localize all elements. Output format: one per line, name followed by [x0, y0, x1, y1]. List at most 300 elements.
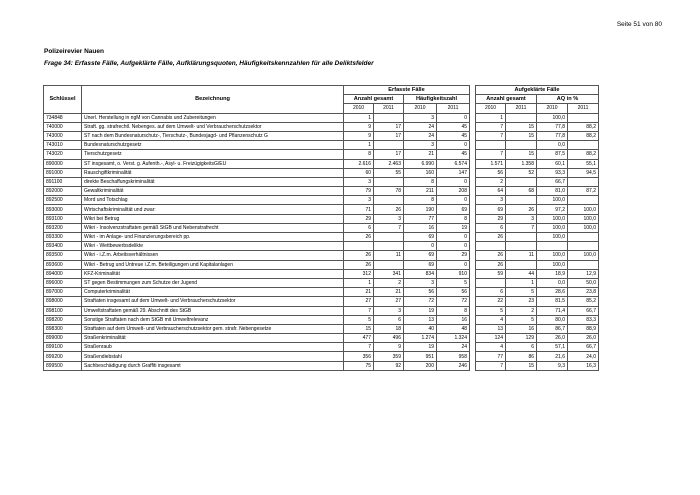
cell-aq-2010: 57,1: [537, 343, 568, 352]
cell-erfasst-2010: 27: [344, 297, 374, 306]
table-row: [44, 334, 599, 343]
cell-description: ST gegen Bestimmungen zum Schutze der Jugend: [82, 278, 344, 287]
table-row: [44, 352, 599, 361]
cell-description: Wikri - im Anlage- und Finanzierungsbereich pp.: [82, 233, 344, 242]
cell-aq-2010: 100,0: [537, 113, 568, 122]
header-key-label: Schlüssel: [44, 95, 82, 104]
cell-aufgeklaert-2011: 3: [506, 214, 537, 223]
cell-aufgeklaert-2010: 13: [476, 324, 506, 333]
cell-aufgeklaert-2010: [476, 242, 506, 251]
cell-key: 894000: [44, 269, 82, 278]
cell-key: 890000: [44, 159, 82, 168]
cell-aufgeklaert-2011: 16: [506, 324, 537, 333]
cell-description: Tierschutzgesetz: [82, 150, 344, 159]
cell-aufgeklaert-2011: [506, 196, 537, 205]
cell-erfasst-2011: 2: [374, 278, 404, 287]
cell-aufgeklaert-2011: [506, 242, 537, 251]
cell-aq-2010: 66,7: [537, 177, 568, 186]
cell-aq-2010: 100,0: [537, 214, 568, 223]
cell-aq-2011: [568, 196, 599, 205]
cell-erfasst-2011: [374, 113, 404, 122]
cell-hz-2011: 910: [437, 269, 470, 278]
cell-key: 893200: [44, 223, 82, 232]
cell-erfasst-2010: [344, 242, 374, 251]
table-row: [44, 223, 599, 232]
year-2011: 2011: [437, 104, 470, 113]
table-row: [44, 251, 599, 260]
cell-aq-2010: 100,0: [537, 251, 568, 260]
cell-key: 893600: [44, 260, 82, 269]
cell-aq-2011: [568, 113, 599, 122]
cell-hz-2011: 19: [437, 223, 470, 232]
cell-aq-2011: 88,2: [568, 131, 599, 140]
cell-description: Rauschgiftkriminalität: [82, 168, 344, 177]
cell-hz-2011: 958: [437, 352, 470, 361]
cell-hz-2010: 0: [404, 242, 437, 251]
cell-aq-2010: 100,0: [537, 196, 568, 205]
cell-aufgeklaert-2011: 15: [506, 122, 537, 131]
header-erfasste: Erfasste Fälle: [344, 86, 470, 95]
cell-erfasst-2011: 17: [374, 122, 404, 131]
cell-erfasst-2011: [374, 177, 404, 186]
cell-key: 892500: [44, 196, 82, 205]
cell-key: 899500: [44, 361, 82, 370]
cell-hz-2010: 6.990: [404, 159, 437, 168]
cell-aufgeklaert-2010: 5: [476, 306, 506, 315]
cell-aq-2010: 97,2: [537, 205, 568, 214]
cell-aufgeklaert-2010: 6: [476, 223, 506, 232]
cell-aq-2010: 86,7: [537, 324, 568, 333]
cell-erfasst-2011: 17: [374, 131, 404, 140]
cell-hz-2011: 8: [437, 306, 470, 315]
table-row: [44, 205, 599, 214]
cell-aq-2011: 88,2: [568, 122, 599, 131]
cell-hz-2010: 8: [404, 196, 437, 205]
cell-hz-2010: 13: [404, 315, 437, 324]
cell-erfasst-2010: 26: [344, 251, 374, 260]
cell-aq-2010: 80,0: [537, 315, 568, 324]
cell-key: 899100: [44, 343, 82, 352]
cell-hz-2010: 951: [404, 352, 437, 361]
cell-hz-2011: 0: [437, 196, 470, 205]
table-row: [44, 141, 599, 150]
header-row-sub: [44, 95, 599, 104]
organization-title: Polizeirevier Nauen: [44, 48, 104, 55]
statistics-table: [43, 85, 599, 371]
cell-erfasst-2010: 1: [344, 113, 374, 122]
cell-key: 899200: [44, 352, 82, 361]
year-2010: 2010: [344, 104, 374, 113]
cell-hz-2010: 16: [404, 223, 437, 232]
cell-aq-2011: 83,3: [568, 315, 599, 324]
cell-aq-2011: 87,2: [568, 187, 599, 196]
cell-hz-2010: 72: [404, 297, 437, 306]
cell-aufgeklaert-2011: 2: [506, 306, 537, 315]
cell-aufgeklaert-2011: 44: [506, 269, 537, 278]
header-key: [44, 86, 82, 95]
table-row: [44, 361, 599, 370]
cell-erfasst-2011: 21: [374, 288, 404, 297]
cell-hz-2010: 40: [404, 324, 437, 333]
cell-aufgeklaert-2010: 59: [476, 269, 506, 278]
cell-aq-2011: 66,7: [568, 343, 599, 352]
cell-description: Bundesnaturschutzgesetz: [82, 141, 344, 150]
cell-aufgeklaert-2010: [476, 278, 506, 287]
cell-hz-2010: 21: [404, 150, 437, 159]
cell-aufgeklaert-2010: 124: [476, 334, 506, 343]
cell-aufgeklaert-2011: 6: [506, 343, 537, 352]
cell-erfasst-2010: 7: [344, 343, 374, 352]
cell-aufgeklaert-2010: [476, 141, 506, 150]
cell-hz-2010: 24: [404, 122, 437, 131]
cell-erfasst-2011: 18: [374, 324, 404, 333]
cell-aufgeklaert-2011: 129: [506, 334, 537, 343]
question-title: Frage 34: Erfasste Fälle, Aufgeklärte Fälle, Aufklärungsquoten, Häufigkeitskennzahlen für alle Deliktsfelder: [44, 60, 374, 67]
cell-description: Wikri - Betrug und Untreue i.Z.m. Beteiligungen und Kapitalanlagen: [82, 260, 344, 269]
cell-aufgeklaert-2011: 23: [506, 297, 537, 306]
cell-aq-2010: 81,5: [537, 297, 568, 306]
cell-description: KFZ-Kriminalität: [82, 269, 344, 278]
cell-key: 891100: [44, 177, 82, 186]
cell-erfasst-2010: 79: [344, 187, 374, 196]
cell-key: 896000: [44, 278, 82, 287]
cell-aq-2010: 0,0: [537, 278, 568, 287]
cell-hz-2010: 56: [404, 288, 437, 297]
cell-erfasst-2010: 15: [344, 324, 374, 333]
cell-aufgeklaert-2010: 64: [476, 187, 506, 196]
table-body: [44, 113, 599, 370]
cell-hz-2010: 19: [404, 306, 437, 315]
cell-aufgeklaert-2010: 7: [476, 131, 506, 140]
cell-description: direkte Beschaffungskriminalität: [82, 177, 344, 186]
cell-aq-2010: 18,9: [537, 269, 568, 278]
cell-aq-2010: 60,1: [537, 159, 568, 168]
cell-hz-2011: 1.324: [437, 334, 470, 343]
cell-hz-2010: 211: [404, 187, 437, 196]
cell-hz-2011: 208: [437, 187, 470, 196]
cell-aufgeklaert-2011: 52: [506, 168, 537, 177]
cell-erfasst-2010: 6: [344, 223, 374, 232]
cell-aufgeklaert-2010: 26: [476, 260, 506, 269]
cell-erfasst-2010: 3: [344, 196, 374, 205]
cell-erfasst-2011: [374, 242, 404, 251]
cell-aq-2010: 28,6: [537, 288, 568, 297]
cell-description: Straftaten insgesamt auf dem Umwelt- und Verbraucherschutzsektor: [82, 297, 344, 306]
cell-erfasst-2011: 55: [374, 168, 404, 177]
cell-erfasst-2010: 26: [344, 233, 374, 242]
cell-aq-2011: 55,1: [568, 159, 599, 168]
cell-hz-2011: 0: [437, 113, 470, 122]
cell-description: Straßenkriminalität: [82, 334, 344, 343]
cell-aufgeklaert-2010: 2: [476, 177, 506, 186]
header-haeufigkeitszahl: Häufigkeitszahl: [404, 95, 470, 104]
table-row: [44, 168, 599, 177]
cell-erfasst-2011: 26: [374, 205, 404, 214]
header-description: [82, 86, 344, 95]
cell-hz-2010: 160: [404, 168, 437, 177]
cell-hz-2010: 834: [404, 269, 437, 278]
cell-description: Mord und Totschlag: [82, 196, 344, 205]
cell-erfasst-2011: 92: [374, 361, 404, 370]
year-2010: 2010: [476, 104, 506, 113]
cell-aufgeklaert-2011: 68: [506, 187, 537, 196]
cell-aufgeklaert-2011: 15: [506, 131, 537, 140]
cell-hz-2011: 69: [437, 205, 470, 214]
cell-hz-2011: 0: [437, 141, 470, 150]
cell-erfasst-2011: 9: [374, 343, 404, 352]
cell-hz-2010: 3: [404, 278, 437, 287]
header-aq: AQ in %: [537, 95, 599, 104]
cell-aufgeklaert-2011: 26: [506, 205, 537, 214]
cell-erfasst-2011: 3: [374, 214, 404, 223]
cell-description: Wirtschaftskriminalität und zwar:: [82, 205, 344, 214]
cell-description: Straßendiebstahl: [82, 352, 344, 361]
cell-aufgeklaert-2010: 4: [476, 315, 506, 324]
cell-description: Sonstige Straftaten nach dem StGB mit Umweltrelevanz: [82, 315, 344, 324]
cell-key: 893300: [44, 233, 82, 242]
cell-description: ST nach dem Bundesnaturschutz-, Tierschutz-, Bundesjagd- und Pflanzenschutz G: [82, 131, 344, 140]
cell-description: Straftaten auf dem Umwelt- und Verbraucherschutzsektor gem. strafr. Nebengesetze: [82, 324, 344, 333]
table-row: [44, 315, 599, 324]
table-row: [44, 306, 599, 315]
cell-erfasst-2011: 6: [374, 315, 404, 324]
table-row: [44, 122, 599, 131]
cell-aufgeklaert-2010: 6: [476, 288, 506, 297]
cell-erfasst-2011: 3: [374, 306, 404, 315]
table-row: [44, 288, 599, 297]
year-2011: 2011: [506, 104, 537, 113]
cell-hz-2011: 29: [437, 251, 470, 260]
cell-key: 893400: [44, 242, 82, 251]
cell-erfasst-2011: 2.463: [374, 159, 404, 168]
cell-aq-2010: 100,0: [537, 233, 568, 242]
cell-erfasst-2011: [374, 233, 404, 242]
cell-aq-2011: 12,9: [568, 269, 599, 278]
cell-key: 892000: [44, 187, 82, 196]
cell-aufgeklaert-2010: 29: [476, 214, 506, 223]
header-row-main: [44, 86, 599, 95]
cell-aq-2010: [537, 242, 568, 251]
year-2011: 2011: [568, 104, 599, 113]
cell-aufgeklaert-2011: 1: [506, 278, 537, 287]
cell-aufgeklaert-2010: 7: [476, 361, 506, 370]
cell-hz-2010: 69: [404, 251, 437, 260]
table-row: [44, 159, 599, 168]
cell-hz-2011: 8: [437, 214, 470, 223]
cell-description: Wikri - Insolvenzstraftaten gemäß StGB und Nebenstrafrecht: [82, 223, 344, 232]
cell-aq-2010: 87,5: [537, 150, 568, 159]
cell-hz-2011: 24: [437, 343, 470, 352]
cell-key: 897000: [44, 288, 82, 297]
cell-aufgeklaert-2010: 1: [476, 113, 506, 122]
cell-hz-2011: 147: [437, 168, 470, 177]
cell-aufgeklaert-2011: [506, 113, 537, 122]
cell-hz-2011: 45: [437, 122, 470, 131]
cell-key: 734848: [44, 113, 82, 122]
cell-aq-2011: [568, 177, 599, 186]
cell-erfasst-2010: 21: [344, 288, 374, 297]
cell-hz-2010: 19: [404, 343, 437, 352]
cell-aq-2010: 71,4: [537, 306, 568, 315]
cell-key: 743020: [44, 150, 82, 159]
cell-erfasst-2010: 71: [344, 205, 374, 214]
cell-hz-2010: 69: [404, 260, 437, 269]
table-row: [44, 242, 599, 251]
cell-description: Straßenraub: [82, 343, 344, 352]
cell-hz-2010: 69: [404, 233, 437, 242]
cell-aufgeklaert-2011: [506, 141, 537, 150]
cell-aufgeklaert-2010: 4: [476, 343, 506, 352]
cell-description: Unerl. Herstellung in ngM von Cannabis und Zubereitungen: [82, 113, 344, 122]
header-aufgeklaerte: Aufgeklärte Fälle: [476, 86, 599, 95]
cell-aufgeklaert-2010: 1.571: [476, 159, 506, 168]
cell-description: Wikri - Wettbewerbsdelikte: [82, 242, 344, 251]
cell-aq-2010: 26,0: [537, 334, 568, 343]
cell-aufgeklaert-2011: 7: [506, 223, 537, 232]
cell-erfasst-2010: 2.616: [344, 159, 374, 168]
cell-erfasst-2010: 3: [344, 177, 374, 186]
cell-aq-2011: 66,7: [568, 306, 599, 315]
cell-aufgeklaert-2010: 56: [476, 168, 506, 177]
cell-hz-2011: 56: [437, 288, 470, 297]
cell-aq-2011: 94,5: [568, 168, 599, 177]
cell-erfasst-2011: [374, 141, 404, 150]
cell-key: 743000: [44, 131, 82, 140]
cell-key: 893000: [44, 205, 82, 214]
cell-description: Gewaltkriminalität: [82, 187, 344, 196]
cell-aq-2011: 100,0: [568, 214, 599, 223]
cell-erfasst-2010: 26: [344, 260, 374, 269]
cell-aq-2011: 23,8: [568, 288, 599, 297]
cell-aq-2011: 26,0: [568, 334, 599, 343]
year-2010: 2010: [537, 104, 568, 113]
cell-description: Umweltstraftaten gemäß 29. Abschnitt des StGB: [82, 306, 344, 315]
cell-aq-2011: 50,0: [568, 278, 599, 287]
cell-erfasst-2010: 8: [344, 150, 374, 159]
cell-hz-2010: 3: [404, 141, 437, 150]
cell-key: 740000: [44, 122, 82, 131]
header-anzahl-gesamt-2: Anzahl gesamt: [476, 95, 537, 104]
cell-aufgeklaert-2010: 26: [476, 233, 506, 242]
cell-aq-2010: 100,0: [537, 223, 568, 232]
header-description-label: Bezeichnung: [82, 95, 344, 104]
cell-key: 899000: [44, 334, 82, 343]
cell-aq-2011: [568, 242, 599, 251]
cell-erfasst-2010: 1: [344, 278, 374, 287]
cell-aq-2010: 9,3: [537, 361, 568, 370]
cell-erfasst-2011: 359: [374, 352, 404, 361]
cell-aufgeklaert-2011: [506, 177, 537, 186]
table-row: [44, 343, 599, 352]
cell-key: 743010: [44, 141, 82, 150]
cell-erfasst-2011: 496: [374, 334, 404, 343]
cell-aufgeklaert-2010: 7: [476, 150, 506, 159]
cell-erfasst-2011: [374, 260, 404, 269]
cell-hz-2010: 1.274: [404, 334, 437, 343]
cell-hz-2010: 3: [404, 113, 437, 122]
cell-hz-2011: 0: [437, 233, 470, 242]
table-row: [44, 177, 599, 186]
header-anzahl-gesamt: Anzahl gesamt: [344, 95, 404, 104]
cell-aq-2011: [568, 233, 599, 242]
cell-erfasst-2010: 5: [344, 315, 374, 324]
cell-erfasst-2011: [374, 196, 404, 205]
cell-aufgeklaert-2010: 22: [476, 297, 506, 306]
cell-aq-2010: 77,8: [537, 131, 568, 140]
cell-aq-2010: 21,6: [537, 352, 568, 361]
cell-hz-2011: 0: [437, 260, 470, 269]
cell-hz-2011: 246: [437, 361, 470, 370]
cell-erfasst-2011: 27: [374, 297, 404, 306]
cell-aq-2011: 85,2: [568, 297, 599, 306]
cell-aufgeklaert-2011: 1.358: [506, 159, 537, 168]
cell-erfasst-2010: 29: [344, 214, 374, 223]
cell-key: 898100: [44, 306, 82, 315]
cell-aq-2010: 100,0: [537, 260, 568, 269]
cell-description: Wikri - i.Z.m. Arbeitsverhältnissen: [82, 251, 344, 260]
table-row: [44, 187, 599, 196]
cell-hz-2010: 24: [404, 131, 437, 140]
table-row: [44, 196, 599, 205]
cell-erfasst-2011: 78: [374, 187, 404, 196]
cell-description: Computerkriminalität: [82, 288, 344, 297]
cell-aq-2011: 88,2: [568, 150, 599, 159]
cell-aufgeklaert-2011: 15: [506, 150, 537, 159]
cell-erfasst-2011: 17: [374, 150, 404, 159]
cell-aufgeklaert-2010: 69: [476, 205, 506, 214]
cell-hz-2010: 77: [404, 214, 437, 223]
cell-hz-2011: 48: [437, 324, 470, 333]
cell-erfasst-2011: 7: [374, 223, 404, 232]
cell-aufgeklaert-2011: [506, 233, 537, 242]
cell-aq-2010: 0,0: [537, 141, 568, 150]
cell-aufgeklaert-2010: 3: [476, 196, 506, 205]
cell-erfasst-2010: 1: [344, 141, 374, 150]
cell-erfasst-2010: 356: [344, 352, 374, 361]
page-number: Seite 51 von 80: [616, 21, 662, 28]
cell-hz-2011: 5: [437, 278, 470, 287]
cell-erfasst-2010: 60: [344, 168, 374, 177]
cell-aufgeklaert-2011: 11: [506, 251, 537, 260]
cell-description: Straft. gg. strafrechtl. Nebenges. auf dem Umwelt- und Verbraucherschutzsektor: [82, 122, 344, 131]
cell-hz-2011: 72: [437, 297, 470, 306]
cell-hz-2010: 200: [404, 361, 437, 370]
cell-erfasst-2010: 312: [344, 269, 374, 278]
table-row: [44, 324, 599, 333]
cell-aq-2010: 93,3: [537, 168, 568, 177]
cell-erfasst-2010: 477: [344, 334, 374, 343]
cell-erfasst-2010: 9: [344, 122, 374, 131]
year-2010: 2010: [404, 104, 437, 113]
cell-hz-2011: 0: [437, 242, 470, 251]
cell-key: 891000: [44, 168, 82, 177]
cell-description: ST insgesamt, o. Verst. g. Aufenth.-, Asyl- u. FreizügigkeitsG/EU: [82, 159, 344, 168]
cell-hz-2011: 45: [437, 150, 470, 159]
cell-hz-2011: 16: [437, 315, 470, 324]
cell-aq-2011: [568, 260, 599, 269]
cell-aq-2011: [568, 141, 599, 150]
cell-erfasst-2010: 75: [344, 361, 374, 370]
table-row: [44, 269, 599, 278]
table-row: [44, 297, 599, 306]
year-2011: 2011: [374, 104, 404, 113]
cell-key: 898000: [44, 297, 82, 306]
cell-erfasst-2010: 7: [344, 306, 374, 315]
table-row: [44, 131, 599, 140]
cell-aq-2011: 100,0: [568, 223, 599, 232]
table-row: [44, 278, 599, 287]
cell-erfasst-2011: 341: [374, 269, 404, 278]
